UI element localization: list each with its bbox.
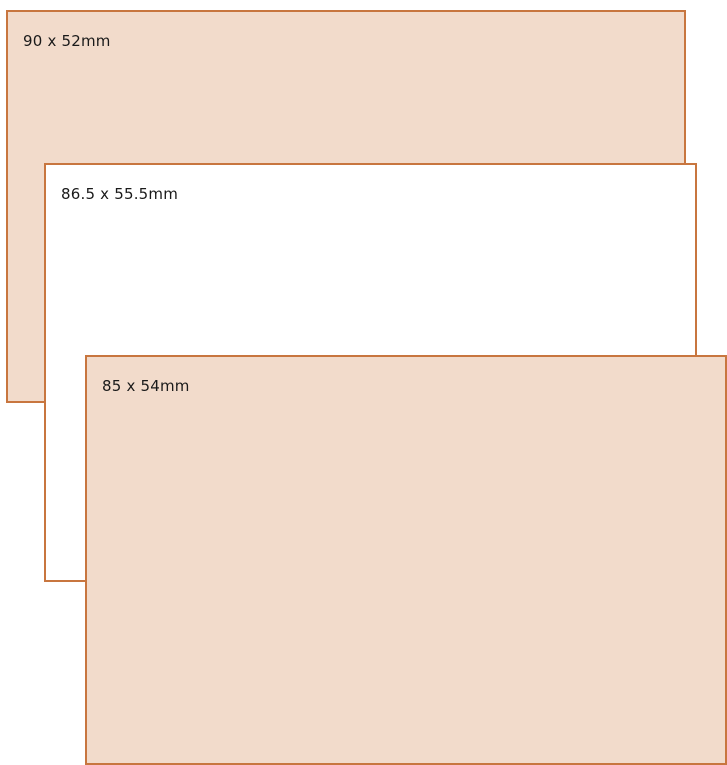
card-85x54 (85, 355, 727, 765)
card-size-label: 85 x 54mm (102, 377, 190, 395)
card-size-label: 90 x 52mm (23, 32, 111, 50)
card-size-label: 86.5 x 55.5mm (61, 185, 179, 203)
